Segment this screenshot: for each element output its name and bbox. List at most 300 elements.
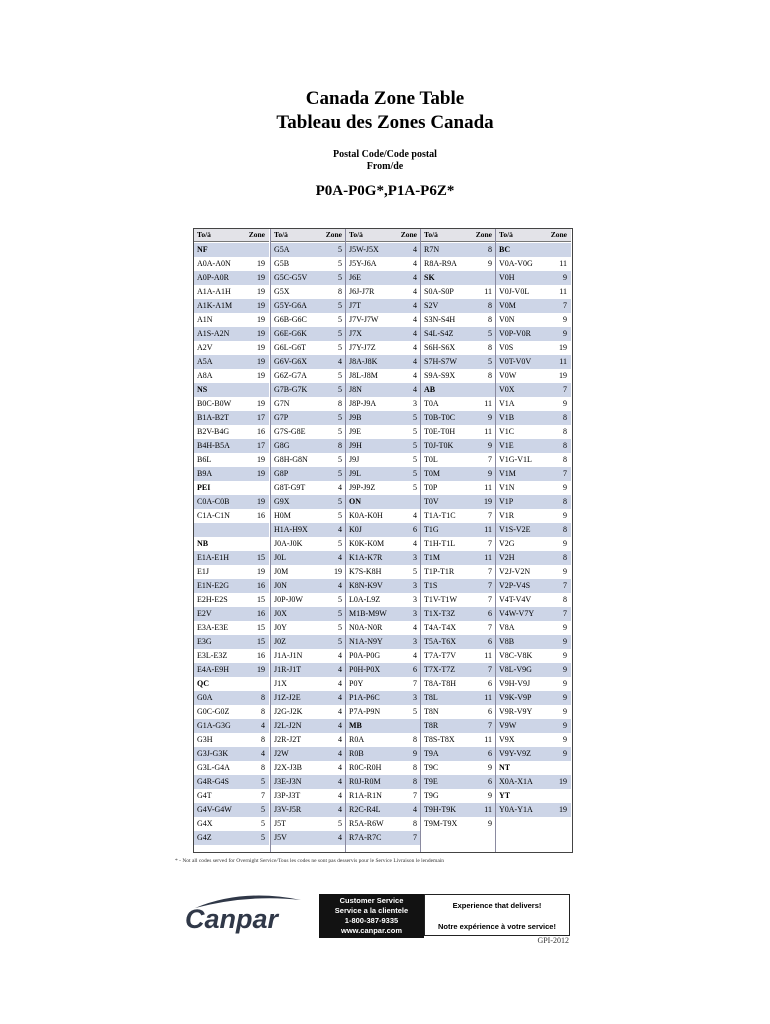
postal-range-cell: S0A-S0P (424, 287, 454, 296)
zone-cell: 8 (563, 553, 567, 562)
postal-range-cell: V1P (499, 497, 514, 506)
postal-range-cell: A5A (197, 357, 213, 366)
postal-range-cell: H0M (274, 511, 291, 520)
table-row (346, 355, 421, 369)
postal-range-cell: T1X-T3Z (424, 609, 456, 618)
postal-range: P0A-P0G*,P1A-P6Z* (315, 183, 455, 199)
header-zone-label: Zone (248, 230, 265, 239)
postal-range-cell: V9W (499, 721, 517, 730)
postal-range-cell: A1S-A2N (197, 329, 230, 338)
zone-cell: 19 (257, 343, 265, 352)
postal-range-cell: T0E-T0H (424, 427, 456, 436)
logo-text: Canpar (185, 904, 279, 934)
zone-cell: 9 (563, 567, 567, 576)
postal-range-cell: G4T (197, 791, 212, 800)
table-column (345, 229, 421, 852)
table-row (346, 761, 421, 775)
province-label: PEI (197, 483, 211, 492)
table-row (194, 425, 269, 439)
postal-range-cell: V1E (499, 441, 514, 450)
zone-cell: 17 (257, 441, 265, 450)
table-row (421, 509, 496, 523)
zone-cell: 11 (484, 287, 492, 296)
table-row (346, 663, 421, 677)
postal-range-cell: A8A (197, 371, 213, 380)
table-row (496, 453, 571, 467)
slogan-french: Notre expérience à votre service! (438, 922, 556, 931)
table-row (421, 355, 496, 369)
postal-range-cell: V1N (499, 483, 515, 492)
table-row (496, 635, 571, 649)
table-row (271, 383, 346, 397)
zone-cell: 11 (484, 651, 492, 660)
table-row (194, 621, 269, 635)
zone-cell: 8 (563, 427, 567, 436)
zone-cell: 7 (413, 679, 417, 688)
postal-range-cell: N1A-N9Y (349, 637, 383, 646)
zone-cell: 6 (413, 665, 417, 674)
zone-cell: 4 (338, 679, 342, 688)
postal-range-cell: S4L-S4Z (424, 329, 454, 338)
zone-cell: 5 (488, 357, 492, 366)
table-row (496, 383, 571, 397)
zone-cell: 8 (488, 315, 492, 324)
zone-cell: 11 (559, 259, 567, 268)
header-to-label: To/à (197, 230, 211, 239)
table-row (346, 397, 421, 411)
zone-cell: 8 (413, 777, 417, 786)
header-zone-label: Zone (550, 230, 567, 239)
postal-range-cell: J2G-J2K (274, 707, 303, 716)
postal-range-cell: G8G (274, 441, 290, 450)
zone-cell: 8 (261, 735, 265, 744)
table-row (271, 439, 346, 453)
zone-cell: 4 (338, 581, 342, 590)
postal-range-cell: G8P (274, 469, 289, 478)
province-header-row (194, 537, 269, 551)
table-row (194, 313, 269, 327)
table-row (346, 341, 421, 355)
table-row (194, 747, 269, 761)
zone-cell: 4 (338, 735, 342, 744)
zone-cell: 4 (413, 511, 417, 520)
table-row (496, 313, 571, 327)
postal-range-cell: E1J (197, 567, 209, 576)
page-title: Canada Zone Table (305, 88, 465, 109)
table-column (420, 229, 496, 852)
zone-cell: 5 (338, 609, 342, 618)
zone-cell: 8 (261, 763, 265, 772)
zone-cell: 15 (257, 637, 265, 646)
zone-cell: 5 (261, 833, 265, 842)
table-row (346, 537, 421, 551)
postal-range-cell: J2X-J3B (274, 763, 303, 772)
column-header (194, 229, 269, 242)
zone-cell: 5 (413, 469, 417, 478)
table-row (271, 817, 346, 831)
zone-cell: 11 (484, 483, 492, 492)
zone-cell: 9 (563, 651, 567, 660)
table-row (496, 593, 571, 607)
postal-range-cell: E3A-E3E (197, 623, 229, 632)
postal-range-cell: G1A-G3G (197, 721, 231, 730)
zone-cell: 7 (488, 581, 492, 590)
table-row (194, 327, 269, 341)
table-row (271, 495, 346, 509)
zone-cell: 16 (257, 581, 265, 590)
zone-cell: 9 (563, 735, 567, 744)
table-row (194, 495, 269, 509)
postal-range-cell: B6L (197, 455, 212, 464)
zone-cell: 7 (563, 301, 567, 310)
postal-range-cell: S2V (424, 301, 439, 310)
table-row (496, 691, 571, 705)
postal-range-cell: J0N (274, 581, 287, 590)
table-row (496, 257, 571, 271)
table-row (271, 411, 346, 425)
zone-cell: 5 (488, 329, 492, 338)
postal-range-cell: T9M-T9X (424, 819, 458, 828)
postal-range-cell: V1A (499, 399, 515, 408)
table-row (496, 663, 571, 677)
province-header-row (346, 719, 421, 733)
zone-cell: 5 (338, 595, 342, 604)
table-row (346, 775, 421, 789)
postal-range-cell: J9B (349, 413, 362, 422)
zone-cell: 11 (559, 357, 567, 366)
postal-range-cell: C0A-C0B (197, 497, 230, 506)
zone-cell: 11 (484, 399, 492, 408)
zone-cell: 19 (257, 329, 265, 338)
province-header-row (496, 789, 571, 803)
table-row (496, 607, 571, 621)
document-code: GPI-2012 (537, 936, 569, 945)
table-row (271, 565, 346, 579)
postal-range-cell: J6J-J7R (349, 287, 375, 296)
postal-range-cell: V9Y-V9Z (499, 749, 531, 758)
table-row (194, 831, 269, 845)
table-row (421, 663, 496, 677)
postal-range-cell: R0A (349, 735, 365, 744)
table-row (346, 831, 421, 845)
zone-cell: 19 (559, 371, 567, 380)
zone-cell: 19 (257, 399, 265, 408)
postal-range-cell: V1B (499, 413, 515, 422)
table-row (421, 761, 496, 775)
table-row (271, 397, 346, 411)
zone-cell: 3 (413, 637, 417, 646)
zone-cell: 4 (413, 245, 417, 254)
table-row (421, 243, 496, 257)
table-row (346, 509, 421, 523)
table-row (271, 789, 346, 803)
zone-cell: 8 (563, 525, 567, 534)
zone-cell: 5 (338, 413, 342, 422)
zone-cell: 4 (261, 749, 265, 758)
zone-cell: 5 (338, 539, 342, 548)
postal-range-cell: G6L-G6T (274, 343, 306, 352)
postal-range-cell: G4Z (197, 833, 212, 842)
postal-range-cell: V0N (499, 315, 515, 324)
table-row (421, 299, 496, 313)
table-row (346, 579, 421, 593)
phone-number: 1-800-387-9335 (344, 916, 399, 925)
zone-cell: 5 (338, 623, 342, 632)
zone-cell: 4 (413, 343, 417, 352)
table-row (346, 565, 421, 579)
table-row (496, 747, 571, 761)
postal-range-cell: G4V-G4W (197, 805, 232, 814)
table-row (271, 425, 346, 439)
table-row (346, 299, 421, 313)
table-row (271, 677, 346, 691)
zone-cell: 7 (563, 581, 567, 590)
zone-cell: 16 (257, 511, 265, 520)
postal-range-cell: J0Z (274, 637, 286, 646)
table-column (270, 229, 346, 852)
zone-cell: 4 (413, 301, 417, 310)
table-row (496, 803, 571, 817)
postal-range-cell: K8N-K9V (349, 581, 383, 590)
table-row (421, 747, 496, 761)
table-row (271, 341, 346, 355)
table-row (496, 705, 571, 719)
postal-range-cell: J1Z-J2E (274, 693, 301, 702)
table-row (346, 411, 421, 425)
table-row (271, 775, 346, 789)
zone-cell: 7 (488, 595, 492, 604)
zone-cell: 5 (338, 455, 342, 464)
table-row (421, 565, 496, 579)
postal-range-cell: G3L-G4A (197, 763, 230, 772)
table-row (271, 649, 346, 663)
table-row (194, 761, 269, 775)
postal-range-cell: K0A-K0H (349, 511, 383, 520)
zone-cell: 5 (338, 819, 342, 828)
website-link[interactable]: www.canpar.com (341, 926, 402, 935)
header-zone-label: Zone (475, 230, 492, 239)
zone-cell: 11 (484, 805, 492, 814)
table-row (496, 341, 571, 355)
table-row (346, 817, 421, 831)
zone-cell: 5 (413, 455, 417, 464)
postal-range-cell: H1A-H9X (274, 525, 308, 534)
zone-cell: 9 (488, 763, 492, 772)
column-header (346, 229, 421, 242)
zone-cell: 9 (488, 259, 492, 268)
zone-cell: 19 (257, 273, 265, 282)
postal-range-cell: E1A-E1H (197, 553, 229, 562)
table-row (421, 537, 496, 551)
table-row (421, 495, 496, 509)
canpar-logo (183, 890, 311, 936)
table-row (496, 425, 571, 439)
postal-range-cell: S7H-S7W (424, 357, 457, 366)
table-row (346, 453, 421, 467)
postal-range-cell: J0M (274, 567, 289, 576)
table-row (194, 397, 269, 411)
table-row (496, 523, 571, 537)
postal-range-cell: Y0A-Y1A (499, 805, 533, 814)
table-row (421, 635, 496, 649)
table-row (421, 705, 496, 719)
zone-cell: 8 (413, 763, 417, 772)
table-row (421, 677, 496, 691)
postal-range-cell: J7X (349, 329, 362, 338)
postal-code-label: Postal Code/Code postal (333, 149, 437, 160)
postal-range-cell: G8T-G9T (274, 483, 306, 492)
zone-cell: 9 (563, 539, 567, 548)
zone-cell: 15 (257, 553, 265, 562)
postal-range-cell: V4T-V4V (499, 595, 532, 604)
postal-range-cell: V0W (499, 371, 517, 380)
province-label: SK (424, 273, 435, 282)
zone-cell: 9 (563, 315, 567, 324)
postal-range-cell: V8L-V9G (499, 665, 532, 674)
postal-range-cell: T1A-T1C (424, 511, 456, 520)
zone-cell: 5 (338, 329, 342, 338)
postal-range-cell: G6Z-G7A (274, 371, 307, 380)
table-row (194, 271, 269, 285)
province-header-row (346, 495, 421, 509)
postal-range-cell: J9J (349, 455, 360, 464)
zone-cell: 5 (338, 497, 342, 506)
postal-range-cell: V0P-V0R (499, 329, 532, 338)
zone-cell: 4 (338, 833, 342, 842)
postal-range-cell: B4H-B5A (197, 441, 230, 450)
zone-cell: 7 (413, 791, 417, 800)
postal-range-cell: P0Y (349, 679, 364, 688)
table-row (496, 397, 571, 411)
table-row (271, 663, 346, 677)
table-row (346, 523, 421, 537)
postal-range-cell: R1A-R1N (349, 791, 382, 800)
zone-cell: 11 (484, 735, 492, 744)
zone-cell: 5 (413, 483, 417, 492)
postal-range-cell: E4A-E9H (197, 665, 229, 674)
zone-cell: 5 (413, 427, 417, 436)
province-label: ON (349, 497, 361, 506)
postal-range-cell: V1M (499, 469, 516, 478)
zone-cell: 5 (413, 707, 417, 716)
zone-cell: 9 (563, 623, 567, 632)
zone-cell: 9 (563, 511, 567, 520)
postal-range-cell: V0M (499, 301, 516, 310)
postal-range-cell: R0B (349, 749, 364, 758)
postal-range-cell: J7T (349, 301, 361, 310)
zone-cell: 8 (563, 455, 567, 464)
zone-cell: 7 (563, 385, 567, 394)
table-row (271, 369, 346, 383)
zone-cell: 3 (413, 553, 417, 562)
zone-cell: 4 (338, 707, 342, 716)
postal-range-cell: V2P-V4S (499, 581, 531, 590)
postal-range-cell: P0A-P0G (349, 651, 381, 660)
table-row (194, 299, 269, 313)
zone-cell: 4 (413, 357, 417, 366)
table-row (421, 411, 496, 425)
table-row (421, 369, 496, 383)
postal-range-cell: T0J-T0K (424, 441, 454, 450)
table-row (271, 719, 346, 733)
postal-range-cell: G5A (274, 245, 290, 254)
table-row (496, 327, 571, 341)
table-row (194, 257, 269, 271)
zone-cell: 4 (413, 259, 417, 268)
postal-range-cell: J8P-J9A (349, 399, 377, 408)
zone-cell: 9 (488, 441, 492, 450)
province-label: NT (499, 763, 511, 772)
table-row (346, 257, 421, 271)
postal-range-cell: R8A-R9A (424, 259, 457, 268)
postal-range-cell: P1A-P6C (349, 693, 380, 702)
table-row (271, 705, 346, 719)
table-row (271, 621, 346, 635)
table-row (271, 453, 346, 467)
table-column (495, 229, 571, 852)
zone-cell: 8 (261, 707, 265, 716)
table-row (346, 705, 421, 719)
header-zone-label: Zone (400, 230, 417, 239)
postal-range-cell: B1A-B2T (197, 413, 229, 422)
zone-cell: 9 (563, 483, 567, 492)
table-row (194, 439, 269, 453)
postal-range-cell: T1V-T1W (424, 595, 458, 604)
zone-cell: 4 (413, 287, 417, 296)
table-row (496, 719, 571, 733)
postal-range-cell: G5B (274, 259, 290, 268)
postal-range-cell: T9C (424, 763, 439, 772)
postal-range-cell: G7S-G8E (274, 427, 306, 436)
zone-cell: 19 (257, 287, 265, 296)
zone-cell: 11 (484, 553, 492, 562)
zone-cell: 4 (338, 749, 342, 758)
zone-cell: 5 (338, 385, 342, 394)
postal-range-cell: J0X (274, 609, 287, 618)
postal-range-cell: J5Y-J6A (349, 259, 377, 268)
table-row (346, 243, 421, 257)
zone-cell: 9 (488, 469, 492, 478)
postal-range-cell: G7N (274, 399, 290, 408)
table-row (496, 411, 571, 425)
table-row (271, 803, 346, 817)
postal-range-cell: T9A (424, 749, 439, 758)
zone-cell: 6 (488, 679, 492, 688)
postal-range-cell: E2V (197, 609, 212, 618)
table-row (346, 327, 421, 341)
zone-cell: 4 (413, 273, 417, 282)
column-header (421, 229, 496, 242)
zone-cell: 8 (338, 287, 342, 296)
zone-cell: 3 (413, 595, 417, 604)
table-row (271, 551, 346, 565)
zone-cell: 5 (338, 511, 342, 520)
zone-cell: 5 (338, 371, 342, 380)
zone-cell: 17 (257, 413, 265, 422)
table-row (421, 803, 496, 817)
table-row (421, 481, 496, 495)
zone-cell: 3 (413, 609, 417, 618)
table-row (194, 733, 269, 747)
header-to-label: To/à (499, 230, 513, 239)
postal-range-cell: T1M (424, 553, 440, 562)
postal-range-cell: T9H-T9K (424, 805, 456, 814)
zone-cell: 19 (484, 497, 492, 506)
table-row (346, 691, 421, 705)
postal-range-cell: B2V-B4G (197, 427, 230, 436)
postal-range-cell: L0A-L9Z (349, 595, 381, 604)
postal-range-cell: J5V (274, 833, 287, 842)
